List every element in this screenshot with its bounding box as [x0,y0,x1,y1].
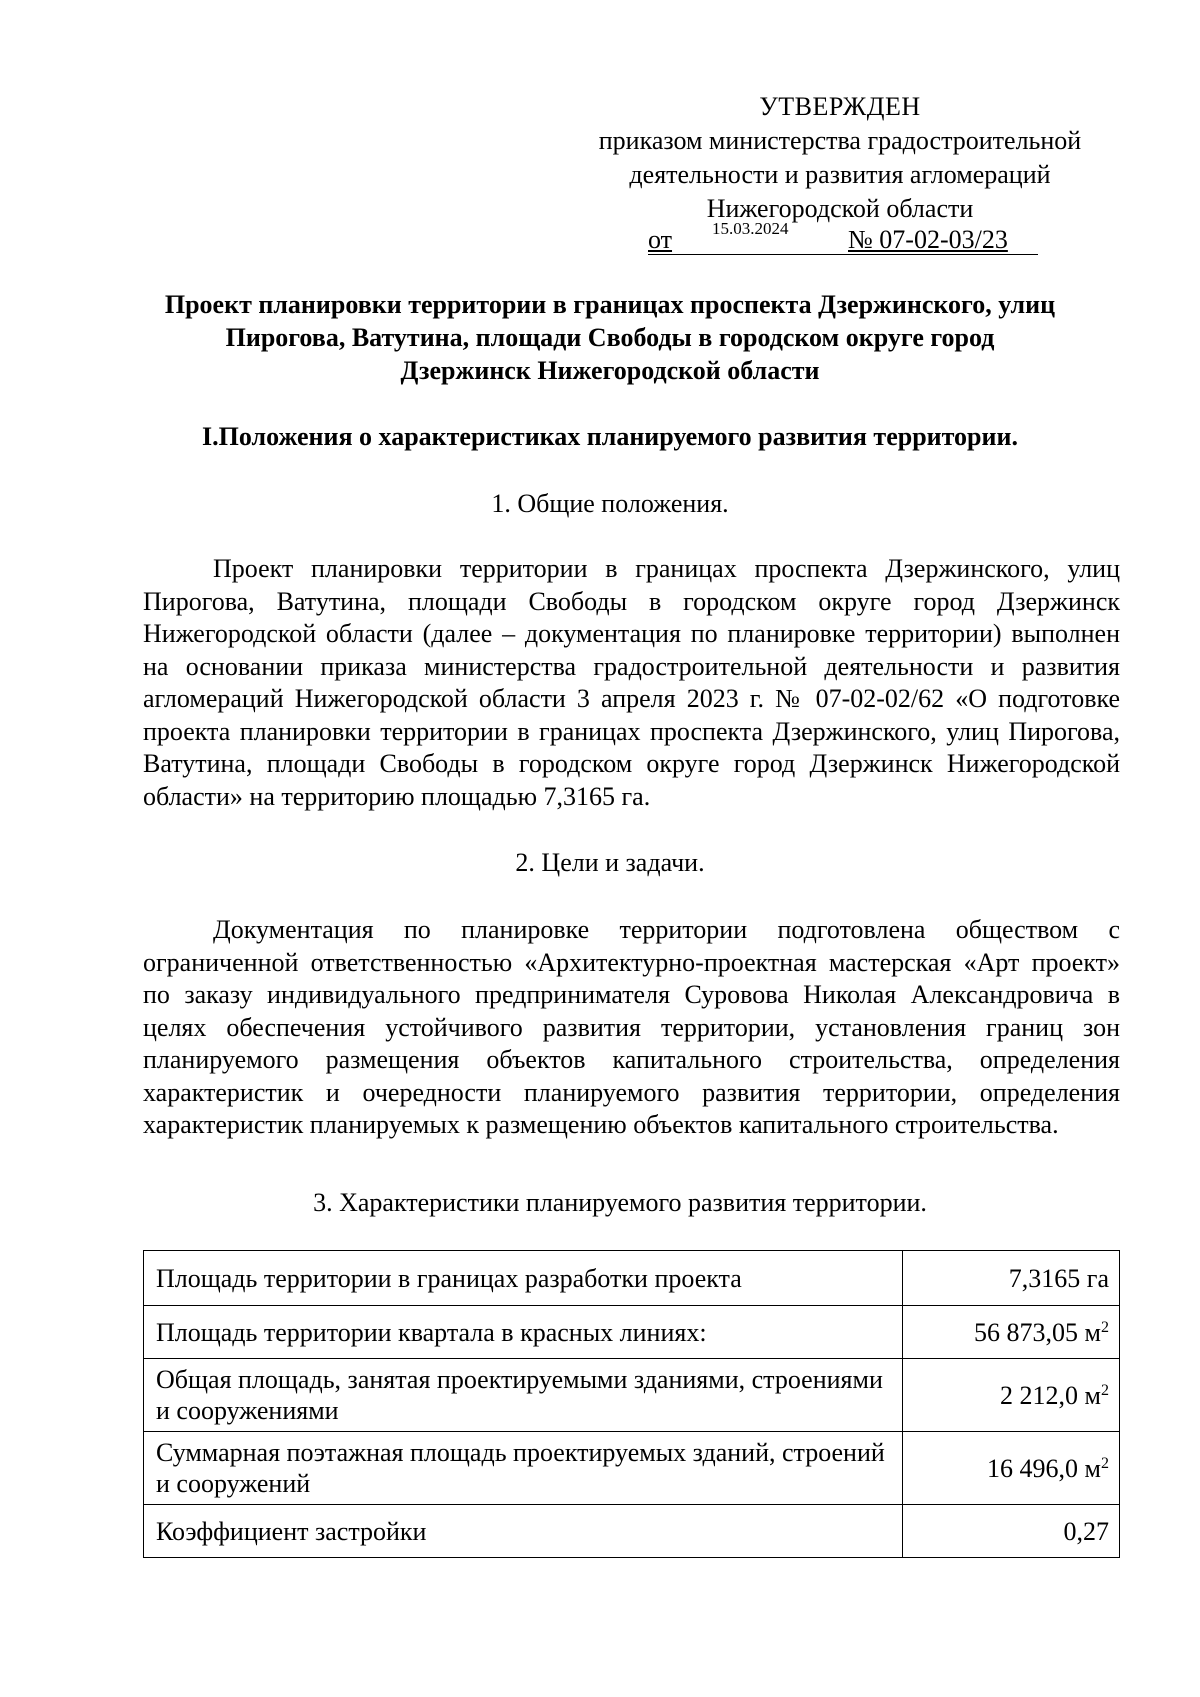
value-text: 56 873,05 м [974,1317,1101,1347]
value-text: 7,3165 га [1008,1263,1109,1293]
table-cell-value [903,1359,1120,1432]
goals-text: Документация по планировке территории подготовлена обществом с ограниченной ответственностью «Архитектурно-проектная мастерская «Арт проект» по заказу индивидуального предпринимателя Суровова Николая Александровича в целях обеспечения устойчивого развития территории, установления границ зон планируемого размещения объектов капитального строительства, определения характеристик и очередности планируемого развития территории, определения характеристик планируемых к размещению объектов капитального строительства. [143,915,1120,1139]
value-text: 16 496,0 м [987,1453,1101,1483]
general-provisions-text: Проект планировки территории в границах проспекта Дзержинского, улиц Пирогова, Ватутина, площади Свободы в городском округе город Дзержинск Нижегородской области (далее – документация по планировке территории) выполнен на основании приказа министерства градостроительной деятельности и развития агломераций Нижегородской области 3 апреля 2023 г. № 07-02-02/62 «О подготовке проекта планировки территории в границах проспекта Дзержинского, улиц Пирогова, Ватутина, площади Свободы в городском округе город Дзержинск Нижегородской области» на территорию площадью 7,3165 га. [143,554,1120,811]
approval-title: УТВЕРЖДЕН [759,92,921,121]
table-row [144,1505,1120,1558]
table-row [144,1432,1120,1505]
approval-line-3: деятельности и развития агломераций [629,160,1051,189]
table-cell-value [903,1432,1120,1505]
document-title [120,288,1100,387]
general-provisions-heading: 1. Общие положения. [491,489,729,518]
table-row [144,1306,1120,1359]
section-heading: I.Положения о характеристиках планируемого развития территории. [202,422,1018,451]
table-cell-label: Площадь территории квартала в красных линиях: [144,1306,903,1359]
table-row [144,1251,1120,1306]
order-date: 15.03.2024 [712,219,789,238]
unit-superscript: 2 [1101,1454,1109,1472]
unit-superscript: 2 [1101,1381,1109,1399]
table-cell-label: Общая площадь, занятая проектируемыми зданиями, строениями и сооружениями [144,1359,903,1432]
value-text: 2 212,0 м [1000,1380,1101,1410]
characteristics-heading: 3. Характеристики планируемого развития территории. [313,1188,927,1217]
document-title-line-3: Дзержинск Нижегородской области [400,356,820,385]
goals-heading: 2. Цели и задачи. [515,848,705,877]
order-number: № 07-02-03/23 [848,225,1008,254]
approval-line-2: приказом министерства градостроительной [598,126,1082,155]
value-text: 0,27 [1063,1516,1109,1546]
unit-superscript: 2 [1101,1318,1109,1336]
order-underline [648,254,1038,255]
table-row [144,1359,1120,1432]
table-cell-value [903,1505,1120,1558]
order-from-label: от [648,225,673,254]
approval-line-4: Нижегородской области [706,194,974,223]
document-title-line-2: Пирогова, Ватутина, площади Свободы в городском округе город [225,323,995,352]
approval-block [580,90,1100,226]
table-cell-label: Коэффициент застройки [144,1505,903,1558]
characteristics-table [143,1250,1120,1558]
table-cell-label: Суммарная поэтажная площадь проектируемых зданий, строений и сооружений [144,1432,903,1505]
table-cell-label: Площадь территории в границах разработки проекта [144,1251,903,1306]
table-cell-value [903,1251,1120,1306]
table-cell-value [903,1306,1120,1359]
document-title-line-1: Проект планировки территории в границах проспекта Дзержинского, улиц [164,290,1056,319]
order-date-number [648,221,1038,257]
